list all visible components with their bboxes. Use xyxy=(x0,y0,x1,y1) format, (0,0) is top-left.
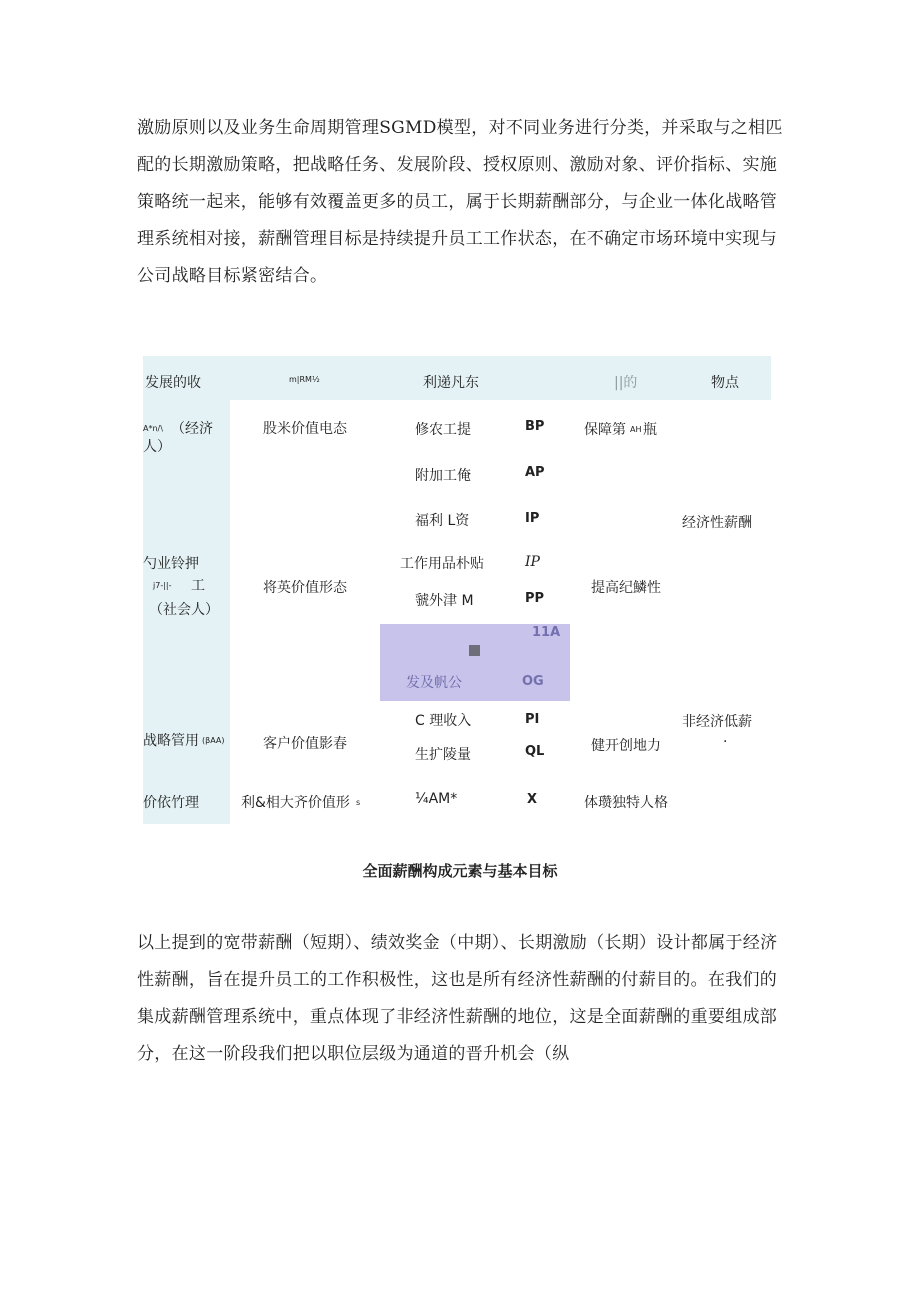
row1-label-b: 人） xyxy=(143,439,171,455)
header-cell-2: m|RM½ xyxy=(289,375,320,384)
row2-label-code: j7-||- xyxy=(153,581,172,590)
header-cell-5: 物点 xyxy=(711,375,739,391)
col3-item-8: 生扩陵量 xyxy=(415,747,471,763)
col3-item-2: 附加工俺 xyxy=(415,468,471,484)
col3-item-3: 福利 L资 xyxy=(415,513,470,529)
col3-item-1: 修农工提 xyxy=(415,422,471,438)
col2-row4-suffix: s xyxy=(356,798,361,807)
col4-code-5: PP xyxy=(525,591,545,606)
row1-label-a: （经济 xyxy=(171,421,213,437)
col3-item-4: 工作用品朴贴 xyxy=(400,556,484,572)
col4-code-10: X xyxy=(527,792,538,807)
col3-item-7: C 理收入 xyxy=(415,713,472,729)
square-marker xyxy=(469,645,480,656)
col2-row4: 利&相大齐价值形 xyxy=(241,795,350,811)
col6-non-economic: 非经济低薪 xyxy=(682,714,752,730)
col4-code-4: IP xyxy=(525,554,540,570)
col5-goal-1-code: AH xyxy=(630,425,642,434)
col6-economic: 经济性薪酬 xyxy=(682,515,752,531)
col6-dot: . xyxy=(723,730,728,746)
row2-label-b: 工 xyxy=(191,578,205,594)
col4-code-1: BP xyxy=(525,419,545,434)
compensation-table-figure xyxy=(143,356,771,824)
row2-label-c: （社会人） xyxy=(149,602,219,618)
col5-goal-2: 提高纪鱗性 xyxy=(591,580,661,596)
col4-code-8: PI xyxy=(525,712,540,727)
col4-code-9: QL xyxy=(525,744,545,759)
col4-code-6: 11A xyxy=(532,625,561,640)
paragraph-intro: 激励原则以及业务生命周期管理SGMD模型，对不同业务进行分类，并采取与之相匹配的长期激励策略，把战略任务、发展阶段、授权原则、激励对象、评价指标、实施策略统一起来，能够有效覆盖更多的员工，属于长期薪酬部分，与企业一体化战略管理系统相对接，薪酬管理目标是持续提升员工工作状态，在不确定市场环境中实现与公司战略目标紧密结合。 xyxy=(137,118,783,286)
row2-label-a: 勺业铃押 xyxy=(143,556,199,572)
col5-goal-1-end: 瓶 xyxy=(643,422,657,438)
col3-item-5: 虢外津 M xyxy=(415,593,474,609)
row3-label-code: (βAA) xyxy=(202,736,225,745)
col2-row1: 股米价值电态 xyxy=(263,421,347,437)
col4-code-7: OG xyxy=(522,674,544,689)
col3-item-9: ¼AM* xyxy=(415,791,458,807)
col5-goal-1: 保障第 xyxy=(584,422,626,438)
col5-goal-3: 健开创地力 xyxy=(591,738,661,754)
figure-caption: 全面薪酬构成元素与基本目标 xyxy=(362,862,558,880)
row4-label: 价依竹理 xyxy=(143,795,199,811)
col4-code-3: IP xyxy=(525,511,540,526)
col4-code-2: AP xyxy=(525,465,545,480)
col2-row3: 客户价值影春 xyxy=(263,736,347,752)
header-cell-4: ||的 xyxy=(614,375,638,391)
header-cell-3: 利递凡东 xyxy=(423,375,479,391)
col2-row2: 将英价值形态 xyxy=(263,580,347,596)
row3-label: 战略管用 xyxy=(143,733,199,749)
col3-item-6: 发及帆公 xyxy=(406,675,462,691)
paragraph-body: 以上提到的宽带薪酬（短期）、绩效奖金（中期）、长期激励（长期）设计都属于经济性薪酬，旨在提升员工的工作积极性，这也是所有经济性薪酬的付薪目的。在我们的集成薪酬管理系统中，重点体现了非经济性薪酬的地位，这是全面薪酬的重要组成部分，在这一阶段我们把以职位层级为通道的晋升机会（纵 xyxy=(137,933,778,1064)
row1-label-code: A*n/\ xyxy=(143,424,163,433)
col5-goal-4: 体瓒独特人格 xyxy=(584,795,668,811)
header-cell-1: 发展的收 xyxy=(145,375,201,391)
